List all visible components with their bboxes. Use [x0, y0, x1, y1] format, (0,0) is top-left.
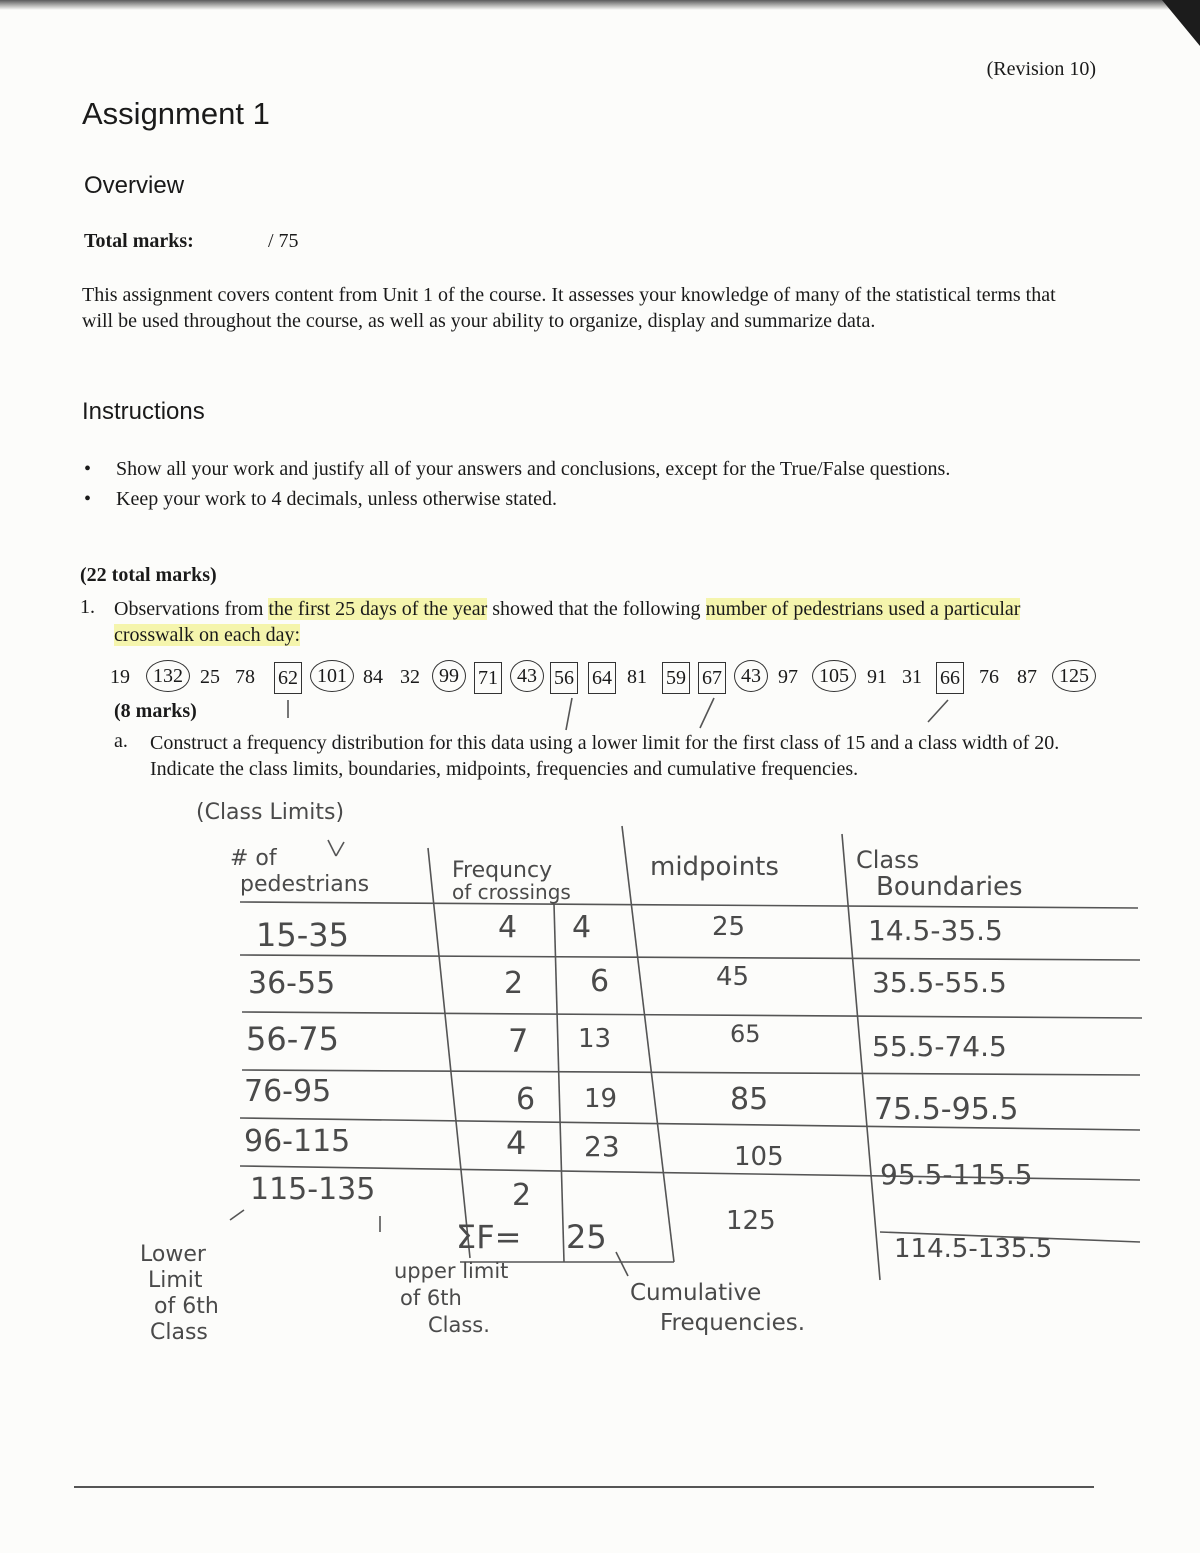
- question-total-marks: (22 total marks): [80, 564, 217, 586]
- frequency-cell: 2: [504, 966, 524, 1001]
- midpoint-cell: 85: [730, 1082, 769, 1117]
- frequency-cell: 7: [508, 1022, 529, 1060]
- overview-heading: Overview: [84, 172, 185, 199]
- col-header-boundaries-1: Class: [856, 846, 920, 874]
- total-marks-value: / 75: [268, 230, 299, 252]
- midpoint-cell: 65: [730, 1020, 761, 1048]
- data-value-circled: 101: [310, 660, 354, 692]
- col-header-frequency-2: of crossings: [452, 880, 571, 904]
- frequency-cell: 2: [512, 1178, 532, 1213]
- data-value-boxed: 66: [936, 662, 964, 694]
- boundary-cell: 14.5-35.5: [868, 914, 1003, 947]
- note-line: of 6th: [400, 1286, 462, 1310]
- data-value-marked: 87: [1017, 666, 1037, 688]
- midpoint-cell: 105: [734, 1142, 784, 1172]
- col-header-boundaries-2: Boundaries: [876, 872, 1023, 902]
- sum-value: 25: [566, 1218, 607, 1256]
- note-line: Limit: [148, 1268, 203, 1293]
- question-text-middle: showed that the following: [487, 598, 706, 620]
- data-value: 32: [400, 666, 420, 688]
- data-value-circled: 43: [734, 660, 768, 692]
- note-lower-limit: [140, 1242, 219, 1346]
- boundary-cell: 55.5-74.5: [872, 1030, 1007, 1063]
- footer-rule: [74, 1486, 1094, 1488]
- sum-label: ΣF=: [456, 1218, 522, 1256]
- class-limits-cell: 96-115: [244, 1124, 351, 1159]
- data-value-marked: 91: [867, 666, 887, 688]
- cumulative-cell: 13: [578, 1024, 612, 1054]
- data-value: 97: [778, 666, 798, 688]
- frequency-cell: 4: [498, 910, 518, 945]
- data-value-circled: 99: [432, 660, 466, 692]
- question-number: 1.: [80, 596, 95, 618]
- frequency-cell: 4: [506, 1124, 527, 1162]
- revision-label: (Revision 10): [986, 58, 1096, 80]
- data-value-boxed: 62: [274, 662, 302, 694]
- col-header-midpoints: midpoints: [650, 852, 779, 882]
- note-line: Lower: [140, 1242, 206, 1267]
- boundary-cell: 95.5-115.5: [880, 1158, 1033, 1191]
- instruction-item: • Show all your work and justify all of your answers and conclusions, except for the True/False questions.: [82, 456, 1042, 482]
- col-header-frequency-1: Frequncy: [452, 858, 553, 883]
- intro-paragraph: This assignment covers content from Unit 1 of the course. It assesses your knowledge of many of the statistical terms that will be used throughout the course, as well as your ability to organize, display and summarize data.: [82, 284, 1056, 332]
- class-limits-cell: 15-35: [256, 916, 349, 954]
- note-line: Cumulative: [630, 1280, 762, 1306]
- question-text-start: Observations from: [114, 598, 269, 620]
- data-value-marked: 81: [627, 666, 647, 688]
- col-header-pedestrians-2: pedestrians: [240, 872, 370, 897]
- data-value: 19: [110, 666, 130, 688]
- note-line: Class: [150, 1320, 208, 1345]
- note-upper-limit: [394, 1258, 508, 1339]
- data-value-marked: 84: [363, 666, 383, 688]
- data-value-boxed: 71: [474, 662, 502, 694]
- class-limits-note: (Class Limits): [196, 800, 345, 825]
- note-cumulative: [630, 1278, 805, 1338]
- data-value-circled: 125: [1052, 660, 1096, 692]
- boundary-cell: 114.5-135.5: [894, 1234, 1053, 1264]
- class-limits-cell: 36-55: [248, 966, 336, 1001]
- note-line: of 6th: [154, 1294, 219, 1319]
- data-value: 25: [200, 666, 220, 688]
- cumulative-cell: 23: [584, 1130, 620, 1163]
- midpoint-cell: 45: [716, 962, 750, 992]
- data-value-boxed: 67: [698, 662, 726, 694]
- data-value-boxed: 64: [588, 662, 616, 694]
- data-value: 31: [902, 666, 922, 688]
- data-value-boxed: 59: [662, 662, 690, 694]
- note-line: Frequencies.: [660, 1310, 806, 1336]
- boundary-cell: 35.5-55.5: [872, 966, 1007, 999]
- data-value-boxed: 56: [550, 662, 578, 694]
- data-value-circled: 132: [146, 660, 190, 692]
- class-limits-cell: 76-95: [244, 1074, 332, 1109]
- cumulative-cell: 6: [590, 964, 610, 999]
- highlighted-phrase: number of pedestrians used a particular crosswalk on each day:: [114, 598, 1021, 646]
- instruction-item: • Keep your work to 4 decimals, unless otherwise stated.: [82, 486, 1042, 512]
- class-limits-cell: 115-135: [250, 1172, 376, 1207]
- data-value-marked: 76: [979, 666, 999, 688]
- part-marks: (8 marks): [114, 700, 197, 722]
- data-value-circled: 105: [812, 660, 856, 692]
- total-marks-label: Total marks:: [84, 230, 194, 252]
- col-header-pedestrians-1: # of: [230, 846, 277, 871]
- boundary-cell: 75.5-95.5: [874, 1092, 1019, 1127]
- class-limits-cell: 56-75: [246, 1020, 339, 1058]
- part-a-text: Construct a frequency distribution for this data using a lower limit for the first class of 15 and a class width of 20. Indicate the class limits, boundaries, midpoints, frequencies and cumulative frequencies.: [150, 732, 1060, 780]
- note-line: Class.: [428, 1313, 490, 1337]
- frequency-cell: 6: [516, 1082, 536, 1117]
- cumulative-cell: 19: [584, 1084, 618, 1114]
- part-letter: a.: [114, 730, 128, 752]
- midpoint-cell: 25: [712, 912, 746, 942]
- midpoint-cell: 125: [726, 1206, 776, 1236]
- note-line: upper limit: [394, 1259, 509, 1283]
- cumulative-cell: 4: [572, 910, 592, 945]
- page-title: Assignment 1: [82, 96, 270, 131]
- data-value-circled: 43: [510, 660, 544, 692]
- highlighted-phrase: the first 25 days of the year: [268, 598, 488, 620]
- data-value-marked: 78: [235, 666, 255, 688]
- instructions-heading: Instructions: [82, 398, 205, 425]
